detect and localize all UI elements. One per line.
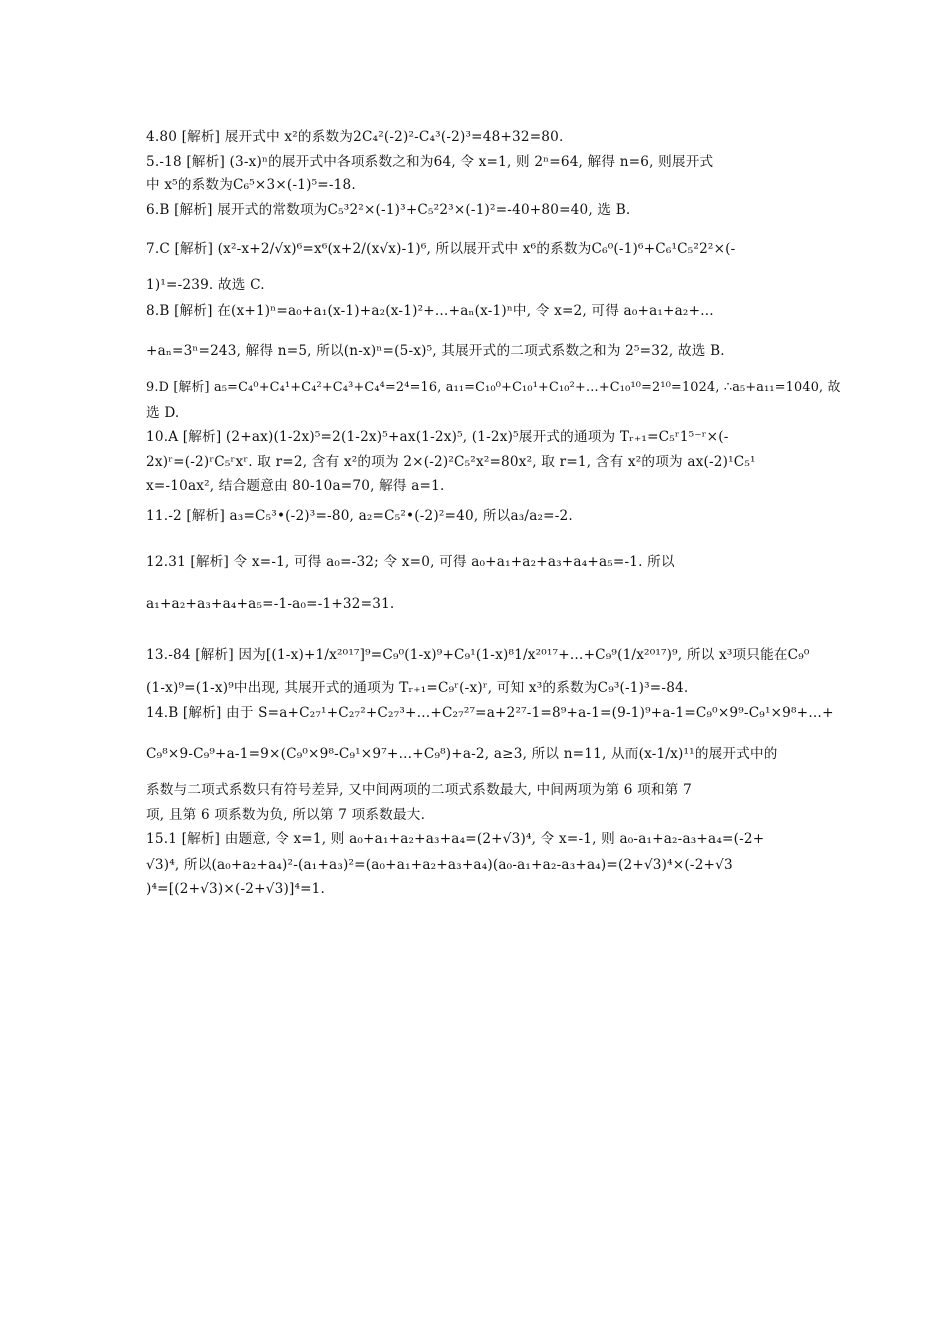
text-line: 10.A [解析] (2+ax)(1-2x)⁵=2(1-2x)⁵+ax(1-2x)⁵, (1-2x)⁵展开式的通项为 Tᵣ₊₁=C₅ʳ1⁵⁻ʳ×(- — [146, 429, 729, 445]
text-line: 11.-2 [解析] a₃=C₅³•(-2)³=-80, a₂=C₅²•(-2)²=40, 所以a₃/a₂=-2. — [146, 508, 573, 524]
text-line: 选 D. — [146, 405, 180, 421]
text-line: x=-10ax², 结合题意由 80-10a=70, 解得 a=1. — [146, 478, 445, 494]
text-line: 4.80 [解析] 展开式中 x²的系数为2C₄²(-2)²-C₄³(-2)³=48+32=80. — [146, 129, 564, 145]
text-line: 8.B [解析] 在(x+1)ⁿ=a₀+a₁(x-1)+a₂(x-1)²+…+aₙ(x-1)ⁿ中, 令 x=2, 可得 a₀+a₁+a₂+… — [146, 303, 714, 319]
text-line: 项, 且第 6 项系数为负, 所以第 7 项系数最大. — [146, 807, 426, 823]
text-line: 15.1 [解析] 由题意, 令 x=1, 则 a₀+a₁+a₂+a₃+a₄=(2+√3)⁴, 令 x=-1, 则 a₀-a₁+a₂-a₃+a₄=(-2+ — [146, 831, 765, 847]
text-line: 12.31 [解析] 令 x=-1, 可得 a₀=-32; 令 x=0, 可得 a₀+a₁+a₂+a₃+a₄+a₅=-1. 所以 — [146, 554, 675, 570]
text-line: 6.B [解析] 展开式的常数项为C₅³2²×(-1)³+C₅²2³×(-1)²=-40+80=40, 选 B. — [146, 202, 631, 218]
text-line: +aₙ=3ⁿ=243, 解得 n=5, 所以(n-x)ⁿ=(5-x)⁵, 其展开式的二项式系数之和为 2⁵=32, 故选 B. — [146, 343, 725, 359]
text-line: 13.-84 [解析] 因为[(1-x)+1/x²⁰¹⁷]⁹=C₉⁰(1-x)⁹+C₉¹(1-x)⁸1/x²⁰¹⁷+…+C₉⁹(1/x²⁰¹⁷)⁹, 所以 x³项只能在C₉⁰ — [146, 647, 810, 663]
text-line: 中 x⁵的系数为C₆⁵×3×(-1)⁵=-18. — [146, 177, 356, 193]
text-line: 2x)ʳ=(-2)ʳC₅ʳxʳ. 取 r=2, 含有 x²的项为 2×(-2)²C₅²x²=80x², 取 r=1, 含有 x²的项为 ax(-2)¹C₅¹ — [146, 454, 756, 470]
text-line: 1)¹=-239. 故选 C. — [146, 277, 265, 293]
text-line: a₁+a₂+a₃+a₄+a₅=-1-a₀=-1+32=31. — [146, 596, 395, 612]
text-line: C₉⁸×9-C₉⁹+a-1=9×(C₉⁰×9⁸-C₉¹×9⁷+…+C₉⁸)+a-2, a≥3, 所以 n=11, 从而(x-1/x)¹¹的展开式中的 — [146, 746, 778, 762]
text-line: (1-x)⁹=(1-x)⁹中出现, 其展开式的通项为 Tᵣ₊₁=C₉ʳ(-x)ʳ, 可知 x³的系数为C₉³(-1)³=-84. — [146, 680, 689, 696]
text-line: √3)⁴, 所以(a₀+a₂+a₄)²-(a₁+a₃)²=(a₀+a₁+a₂+a₃+a₄)(a₀-a₁+a₂-a₃+a₄)=(2+√3)⁴×(-2+√3 — [146, 857, 733, 873]
text-line: 9.D [解析] a₅=C₄⁰+C₄¹+C₄²+C₄³+C₄⁴=2⁴=16, a₁₁=C₁₀⁰+C₁₀¹+C₁₀²+…+C₁₀¹⁰=2¹⁰=1024, ∴a₅+a₁₁=1040, 故 — [146, 380, 841, 395]
text-line: 系数与二项式系数只有符号差异, 又中间两项的二项式系数最大, 中间两项为第 6 项和第 7 — [146, 782, 692, 798]
text-line: 7.C [解析] (x²-x+2/√x)⁶=x⁶(x+2/(x√x)-1)⁶, 所以展开式中 x⁶的系数为C₆⁰(-1)⁶+C₆¹C₅²2²×(- — [146, 241, 736, 257]
text-line: )⁴=[(2+√3)×(-2+√3)]⁴=1. — [146, 881, 326, 897]
text-line: 5.-18 [解析] (3-x)ⁿ的展开式中各项系数之和为64, 令 x=1, 则 2ⁿ=64, 解得 n=6, 则展开式 — [146, 154, 714, 170]
text-line: 14.B [解析] 由于 S=a+C₂₇¹+C₂₇²+C₂₇³+…+C₂₇²⁷=a+2²⁷-1=8⁹+a-1=(9-1)⁹+a-1=C₉⁰×9⁹-C₉¹×9⁸+…+ — [146, 705, 834, 721]
